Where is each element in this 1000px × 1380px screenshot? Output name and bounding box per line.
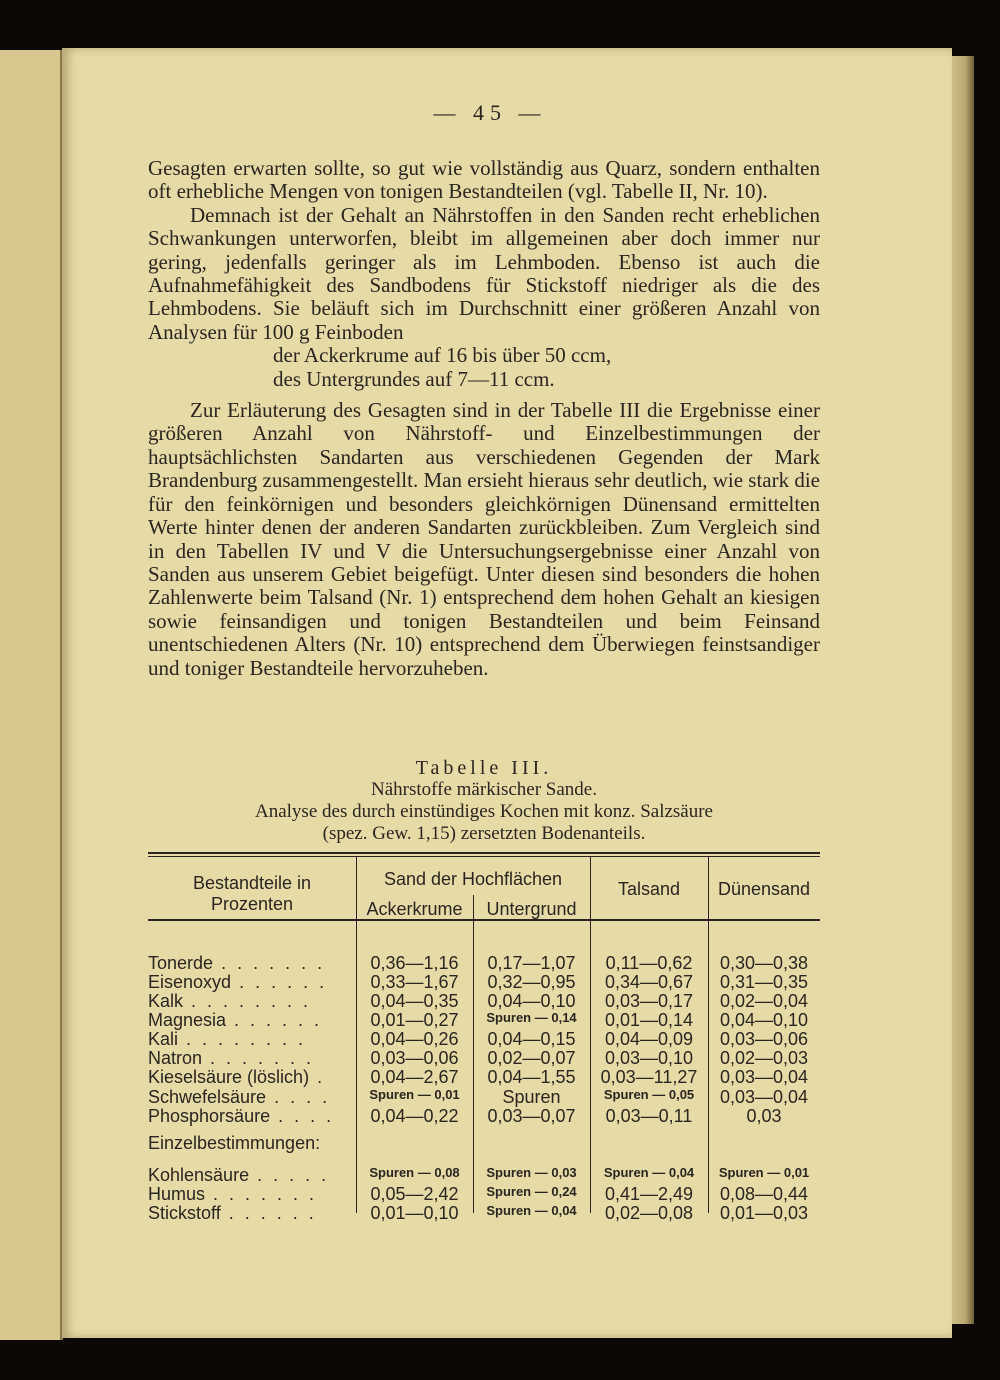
previous-page-edge <box>0 50 63 1340</box>
table-caption-line-1: Analyse des durch einstündiges Kochen mit konz. Salzsäure <box>255 801 713 822</box>
cell-value: 0,03 <box>746 1106 782 1126</box>
table-caption <box>148 757 820 845</box>
row-label-text: Kohlensäure <box>148 1165 250 1185</box>
cell-value: 0,02—0,04 <box>719 991 809 1011</box>
leader-dots: . . . . . . . . <box>183 991 312 1011</box>
header-ackerkrume: Ackerkrume <box>366 899 463 919</box>
cell-value: 0,33—1,67 <box>370 972 459 992</box>
paragraph-1: Gesagten erwarten sollte, so gut wie vollständig aus Quarz, sondern enthalten oft erhebliche Mengen von tonigen Bestandteilen (vgl. Tabelle II, Nr. 10). <box>148 156 820 204</box>
row-label <box>148 953 353 974</box>
row-label <box>148 1165 353 1186</box>
cell-value: 0,03—11,27 <box>600 1067 698 1087</box>
cell-value: 0,30—0,38 <box>719 953 809 973</box>
row-label-text: Humus <box>148 1184 206 1204</box>
body-text-top <box>148 157 820 680</box>
cell-value: 0,04—0,10 <box>719 1010 809 1030</box>
cell-value: Spuren — 0,05 <box>603 1087 695 1102</box>
cell-value: Spuren — 0,08 <box>369 1165 460 1180</box>
cell-value: 0,03—0,17 <box>604 991 694 1011</box>
cell-value: 0,02—0,07 <box>487 1048 576 1068</box>
page-number: — 45 — <box>433 100 547 125</box>
cell-value: Spuren — 0,24 <box>486 1184 577 1199</box>
section-einzelbestimmungen: Einzelbestimmungen: <box>148 1133 321 1153</box>
row-label <box>148 1106 353 1127</box>
cell-value: 0,04—0,22 <box>370 1106 459 1126</box>
row-label <box>148 1029 353 1050</box>
table-row <box>148 972 820 991</box>
table-row <box>148 1048 820 1067</box>
cell-value: 0,03—0,04 <box>719 1087 809 1107</box>
cell-value: Spuren — 0,14 <box>486 1010 577 1025</box>
table-row <box>148 1029 820 1048</box>
row-label-text: Kali <box>148 1029 179 1049</box>
row-label-text: Schwefelsäure <box>148 1087 267 1107</box>
row-label <box>148 972 353 993</box>
leader-dots: . . . . <box>266 1087 331 1107</box>
row-label <box>148 991 353 1012</box>
leader-dots: . . . . . . . <box>205 1184 318 1204</box>
cell-value: Spuren — 0,04 <box>603 1165 695 1180</box>
cell-value: Spuren — 0,01 <box>718 1165 810 1180</box>
leader-dots: . . . . . . <box>226 1010 323 1030</box>
cell-value: 0,03—0,07 <box>487 1106 576 1126</box>
leader-dots: . . . . <box>270 1106 335 1126</box>
cell-value: 0,05—2,42 <box>370 1184 459 1204</box>
table-row <box>148 1087 820 1106</box>
page-stack-edge <box>952 56 974 1324</box>
cell-value: 0,17—1,07 <box>487 953 576 973</box>
cell-value: 0,04—0,35 <box>370 991 459 1011</box>
cell-value: 0,02—0,08 <box>604 1203 694 1223</box>
cell-value: 0,03—0,10 <box>604 1048 694 1068</box>
cell-value: 0,04—0,10 <box>487 991 576 1011</box>
table-row <box>148 1010 820 1029</box>
table-subtitle: Nährstoffe märkischer Sande. <box>371 779 597 800</box>
row-label <box>148 1010 353 1031</box>
cell-value: 0,03—0,06 <box>370 1048 459 1068</box>
cell-value: Spuren — 0,04 <box>486 1203 577 1218</box>
cell-value: 0,01—0,03 <box>719 1203 809 1223</box>
leader-dots: . . . . . . . <box>213 953 326 973</box>
row-label-text: Natron <box>148 1048 203 1068</box>
cell-value: 0,34—0,67 <box>604 972 694 992</box>
table-header <box>148 857 820 921</box>
header-bestandteile: Bestandteile in Prozenten <box>192 873 312 914</box>
leader-dots: . . . . . <box>249 1165 330 1185</box>
table-row <box>148 1165 820 1184</box>
row-label-text: Kalk <box>148 991 184 1011</box>
header-sand-hochflaechen: Sand der Hochflächen <box>383 869 563 889</box>
cell-value: 0,32—0,95 <box>487 972 576 992</box>
paragraph-3: Zur Erläuterung des Gesagten sind in der Tabelle III die Ergebnisse einer größeren Anzahl von Nährstoff- und Einzelbestimmungen der hauptsächlichsten Sandarten aus verschiedenen Gegenden der Mark Brandenburg zusammengestellt. Man ersieht hieraus sehr deutlich, wie stark die für den feinkörnigen und besonders gleichkörnigen Dünensand ermittelten Werte hinter denen der anderen Sandarten zurückbleiben. Zum Vergleich sind in den Tabellen IV und V die Untersuchungsergebnisse einer Anzahl von Sanden aus unserem Gebiet beigefügt. Unter diesen sind besonders die hohen Zahlenwerte beim Talsand (Nr. 1) entsprechend dem hohen Gehalt an kiesigen sowie feinsandigen und tonigen Bestandteilen und beim Feinsand unentschiedenen Alters (Nr. 10) entsprechend dem Überwiegen feinstsandiger und toniger Bestandteile hervorzuheben. <box>148 398 820 680</box>
table-row <box>148 1184 820 1203</box>
cell-value: 0,08—0,44 <box>719 1184 809 1204</box>
leader-dots: . . . . . . . <box>202 1048 315 1068</box>
cell-value: 0,04—2,67 <box>370 1067 459 1087</box>
cell-value: 0,01—0,10 <box>370 1203 459 1223</box>
cell-value: 0,02—0,03 <box>719 1048 809 1068</box>
cell-value: Spuren — 0,03 <box>486 1165 577 1180</box>
table-title: Tabelle III. <box>415 757 553 779</box>
row-label-text: Phosphorsäure <box>148 1106 271 1126</box>
row-label <box>148 1184 353 1205</box>
cell-value: 0,01—0,14 <box>604 1010 694 1030</box>
nutrient-table <box>148 852 820 1223</box>
row-label-text: Tonerde <box>148 953 214 973</box>
cell-value: 0,04—0,15 <box>487 1029 576 1049</box>
header-talsand: Talsand <box>617 879 681 899</box>
row-label <box>148 1048 353 1069</box>
row-label-text: Eisenoxyd <box>148 972 232 992</box>
cell-value: 0,11—0,62 <box>605 953 693 973</box>
cell-value: 0,03—0,06 <box>719 1029 809 1049</box>
table-row <box>148 1067 820 1086</box>
cell-value: 0,04—1,55 <box>487 1067 576 1087</box>
cell-value: 0,36—1,16 <box>370 953 459 973</box>
row-label <box>148 1203 353 1224</box>
cell-value: 0,41—2,49 <box>604 1184 694 1204</box>
row-label-text: Stickstoff <box>148 1203 221 1223</box>
row-label-text: Kieselsäure (löslich) <box>148 1067 310 1087</box>
table-row <box>148 1203 820 1222</box>
cell-value: 0,31—0,35 <box>719 972 809 992</box>
leader-dots: . . . . . . . . <box>178 1029 307 1049</box>
header-untergrund: Untergrund <box>486 899 577 919</box>
leader-dots: . <box>309 1067 326 1087</box>
table-row <box>148 1106 820 1125</box>
row-label <box>148 1067 353 1088</box>
paragraph-2-line-1: der Ackerkrume auf 16 bis über 50 ccm, <box>273 343 612 368</box>
table-caption-line-2: (spez. Gew. 1,15) zersetzten Bodenanteils. <box>322 823 646 844</box>
cell-value: 0,03—0,04 <box>719 1067 809 1087</box>
cell-value: 0,04—0,09 <box>604 1029 694 1049</box>
cell-value: 0,01—0,27 <box>370 1010 459 1030</box>
cell-value: Spuren — 0,01 <box>369 1087 460 1102</box>
leader-dots: . . . . . . <box>231 972 328 992</box>
leader-dots: . . . . . . <box>220 1203 317 1223</box>
paragraph-2-line-2: des Untergrundes auf 7—11 ccm. <box>273 366 555 391</box>
table-row <box>148 991 820 1010</box>
table-body <box>148 921 820 1223</box>
header-duenensand: Dünensand <box>717 879 811 899</box>
table-row <box>148 953 820 972</box>
cell-value: Spuren <box>502 1087 561 1107</box>
row-label <box>148 1087 353 1108</box>
cell-value: 0,04—0,26 <box>370 1029 459 1049</box>
cell-value: 0,03—0,11 <box>605 1106 693 1126</box>
row-label-text: Magnesia <box>148 1010 227 1030</box>
paragraph-2: Demnach ist der Gehalt an Nährstoffen in den Sanden recht erheblichen Schwankungen unterworfen, bleibt im allgemeinen aber doch immer nur gering, jedenfalls geringer als im Lehmboden. Ebenso ist auch die Aufnahmefähigkeit des Sandbodens für Stickstoff niedriger als die des Lehmbodens. Sie beläuft sich im Durchschnitt einer größeren Anzahl von Analysen für 100 g Feinboden <box>148 202 820 344</box>
